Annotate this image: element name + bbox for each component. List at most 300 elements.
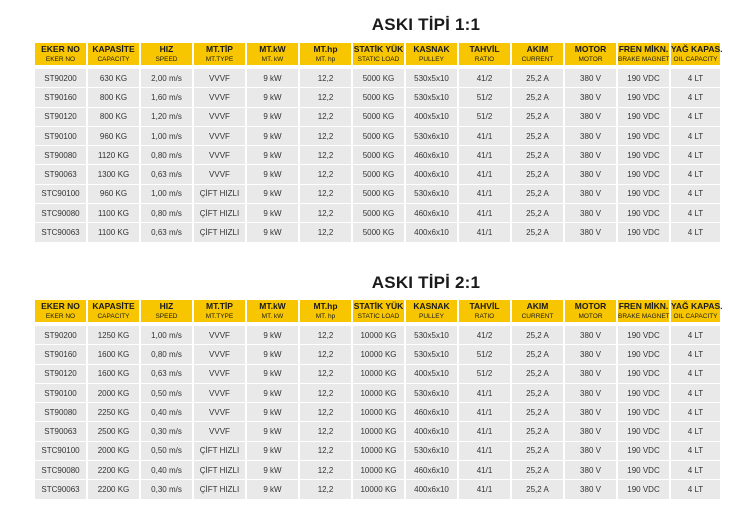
- column-header: [88, 300, 139, 322]
- table-cell: 12,2: [300, 88, 351, 107]
- column-header-sublabel: BRAKE MAGNET: [618, 312, 670, 320]
- column-header: [565, 300, 616, 322]
- table-cell: 41/2: [459, 326, 510, 345]
- column-header-sublabel: MT. kW: [261, 55, 284, 63]
- table-cell: 4 LT: [671, 185, 720, 204]
- table-cell: 41/1: [459, 165, 510, 184]
- table-cell: 10000 KG: [353, 461, 404, 480]
- table-cell: 10000 KG: [353, 403, 404, 422]
- table-cell: 530x5x10: [406, 345, 457, 364]
- column-header: [247, 300, 298, 322]
- table-cell: 4 LT: [671, 204, 720, 223]
- table-cell: 41/1: [459, 422, 510, 441]
- table-cell: 0,80 m/s: [141, 146, 192, 165]
- column-header-sublabel: MOTOR: [578, 55, 603, 63]
- column-header-sublabel: PULLEY: [419, 55, 444, 63]
- column-header: [300, 300, 351, 322]
- table-cell: 9 kW: [247, 165, 298, 184]
- table-cell: 9 kW: [247, 442, 298, 461]
- table-cell: 51/2: [459, 345, 510, 364]
- column-header-sublabel: CURRENT: [521, 312, 554, 320]
- table-cell: 10000 KG: [353, 326, 404, 345]
- table-cell: 0,40 m/s: [141, 461, 192, 480]
- column-header: [35, 300, 86, 322]
- column-header: [194, 300, 245, 322]
- table-cell: 380 V: [565, 127, 616, 146]
- table-cell: 9 kW: [247, 422, 298, 441]
- column-header-label: STATİK YÜK: [353, 43, 404, 54]
- table-cell: 190 VDC: [618, 461, 669, 480]
- column-header-label: AKIM: [526, 43, 549, 54]
- table-row: [35, 345, 720, 364]
- table-cell: 1,60 m/s: [141, 88, 192, 107]
- table-cell: 190 VDC: [618, 108, 669, 127]
- table-cell: 530x6x10: [406, 442, 457, 461]
- table-cell: 380 V: [565, 146, 616, 165]
- table-cell: VVVF: [194, 69, 245, 88]
- table-cell: STC90100: [35, 185, 86, 204]
- table-row: [35, 146, 720, 165]
- table-cell: 400x6x10: [406, 165, 457, 184]
- table-cell: 10000 KG: [353, 480, 404, 499]
- table-cell: 4 LT: [671, 127, 720, 146]
- table-cell: 0,30 m/s: [141, 480, 192, 499]
- table-cell: 530x6x10: [406, 185, 457, 204]
- table-cell: 10000 KG: [353, 442, 404, 461]
- table-cell: 12,2: [300, 345, 351, 364]
- specs-table-2: [33, 300, 722, 500]
- table-row: [35, 442, 720, 461]
- table-cell: 1120 KG: [88, 146, 139, 165]
- column-header: [141, 43, 192, 65]
- table-cell: 2200 KG: [88, 480, 139, 499]
- table-cell: 4 LT: [671, 326, 720, 345]
- column-header-sublabel: CURRENT: [521, 55, 554, 63]
- table-row: [35, 384, 720, 403]
- column-header: [353, 300, 404, 322]
- column-header-label: HIZ: [159, 43, 174, 54]
- table-cell: 51/2: [459, 108, 510, 127]
- table-cell: 2500 KG: [88, 422, 139, 441]
- table-cell: 9 kW: [247, 403, 298, 422]
- table-row: [35, 127, 720, 146]
- table-cell: 190 VDC: [618, 127, 669, 146]
- table-cell: 1,00 m/s: [141, 326, 192, 345]
- table-row: [35, 88, 720, 107]
- table-cell: 4 LT: [671, 165, 720, 184]
- column-header-label: MT.kW: [259, 300, 286, 311]
- table-cell: 12,2: [300, 365, 351, 384]
- table-cell: 51/2: [459, 365, 510, 384]
- table-cell: 25,2 A: [512, 88, 563, 107]
- table-cell: 41/1: [459, 461, 510, 480]
- table-cell: 0,80 m/s: [141, 345, 192, 364]
- column-header-label: KASNAK: [413, 43, 450, 54]
- column-header-sublabel: EKER NO: [45, 312, 76, 320]
- table-cell: 190 VDC: [618, 69, 669, 88]
- table-cell: 380 V: [565, 442, 616, 461]
- table-cell: 400x5x10: [406, 108, 457, 127]
- column-header: [194, 43, 245, 65]
- table-cell: 190 VDC: [618, 442, 669, 461]
- table-cell: 4 LT: [671, 345, 720, 364]
- table-cell: 41/1: [459, 223, 510, 242]
- table-cell: ST90100: [35, 384, 86, 403]
- table-cell: 9 kW: [247, 480, 298, 499]
- table-cell: 380 V: [565, 165, 616, 184]
- column-header: [406, 300, 457, 322]
- column-header-label: HIZ: [159, 300, 174, 311]
- table-cell: 4 LT: [671, 422, 720, 441]
- table-cell: 25,2 A: [512, 204, 563, 223]
- table-row: [35, 365, 720, 384]
- column-header: [35, 43, 86, 65]
- table-cell: 4 LT: [671, 480, 720, 499]
- table-row: [35, 326, 720, 345]
- table-cell: 12,2: [300, 204, 351, 223]
- table-cell: STC90100: [35, 442, 86, 461]
- table-cell: 41/1: [459, 442, 510, 461]
- table-cell: 190 VDC: [618, 165, 669, 184]
- table-cell: 12,2: [300, 146, 351, 165]
- header-row: [35, 300, 720, 322]
- table-cell: 12,2: [300, 422, 351, 441]
- table-cell: 400x5x10: [406, 365, 457, 384]
- table-cell: 10000 KG: [353, 422, 404, 441]
- table-cell: 190 VDC: [618, 480, 669, 499]
- column-header-sublabel: SPEED: [155, 55, 178, 63]
- table-cell: 51/2: [459, 88, 510, 107]
- table-cell: 190 VDC: [618, 422, 669, 441]
- table-row: [35, 204, 720, 223]
- table-cell: 0,50 m/s: [141, 384, 192, 403]
- table-cell: 12,2: [300, 403, 351, 422]
- table-cell: ÇİFT HIZLI: [194, 223, 245, 242]
- table-cell: 460x6x10: [406, 204, 457, 223]
- table-cell: 1300 KG: [88, 165, 139, 184]
- table-cell: 380 V: [565, 345, 616, 364]
- column-header: [300, 43, 351, 65]
- table-cell: 5000 KG: [353, 165, 404, 184]
- table-cell: 380 V: [565, 365, 616, 384]
- table-cell: 1600 KG: [88, 365, 139, 384]
- column-header-label: TAHVİL: [469, 43, 500, 54]
- specs-table-1: [33, 43, 722, 243]
- table-cell: STC90063: [35, 480, 86, 499]
- column-header: [88, 43, 139, 65]
- table-cell: 0,40 m/s: [141, 403, 192, 422]
- table-cell: 380 V: [565, 422, 616, 441]
- table-cell: 1250 KG: [88, 326, 139, 345]
- table-row: [35, 480, 720, 499]
- table-cell: ST90080: [35, 403, 86, 422]
- column-header-sublabel: MT. hp: [315, 312, 336, 320]
- table-cell: 380 V: [565, 461, 616, 480]
- table-cell: 4 LT: [671, 69, 720, 88]
- table-cell: 2250 KG: [88, 403, 139, 422]
- table-cell: 12,2: [300, 108, 351, 127]
- table-cell: 9 kW: [247, 108, 298, 127]
- table-cell: 800 KG: [88, 88, 139, 107]
- column-header-sublabel: RATIO: [474, 55, 495, 63]
- table-cell: 4 LT: [671, 223, 720, 242]
- table-cell: ÇİFT HIZLI: [194, 442, 245, 461]
- table-cell: 190 VDC: [618, 345, 669, 364]
- column-header: [353, 43, 404, 65]
- table-cell: 1600 KG: [88, 345, 139, 364]
- table-cell: 530x5x10: [406, 326, 457, 345]
- table-cell: 9 kW: [247, 461, 298, 480]
- table-cell: STC90080: [35, 461, 86, 480]
- table-cell: STC90080: [35, 204, 86, 223]
- column-header-label: STATİK YÜK: [353, 300, 404, 311]
- column-header-label: KAPASİTE: [92, 300, 135, 311]
- table-cell: 25,2 A: [512, 185, 563, 204]
- table-cell: 9 kW: [247, 365, 298, 384]
- table-cell: 25,2 A: [512, 108, 563, 127]
- table-cell: 12,2: [300, 185, 351, 204]
- table-cell: 0,30 m/s: [141, 422, 192, 441]
- table-cell: 380 V: [565, 480, 616, 499]
- column-header-sublabel: CAPACITY: [97, 312, 130, 320]
- table-cell: ST90100: [35, 127, 86, 146]
- table-cell: VVVF: [194, 365, 245, 384]
- table-cell: 960 KG: [88, 185, 139, 204]
- column-header-label: EKER NO: [41, 300, 80, 311]
- table-cell: 1100 KG: [88, 204, 139, 223]
- column-header-label: MT.kW: [259, 43, 286, 54]
- column-header: [406, 43, 457, 65]
- column-header: [247, 43, 298, 65]
- table-row: [35, 108, 720, 127]
- table-cell: 9 kW: [247, 88, 298, 107]
- table-cell: 9 kW: [247, 127, 298, 146]
- table-cell: 25,2 A: [512, 165, 563, 184]
- table-cell: VVVF: [194, 345, 245, 364]
- column-header-label: FREN MİKN.: [618, 43, 669, 54]
- table-cell: 25,2 A: [512, 422, 563, 441]
- table-cell: ÇİFT HIZLI: [194, 185, 245, 204]
- table-cell: ÇİFT HIZLI: [194, 204, 245, 223]
- table-cell: ÇİFT HIZLI: [194, 480, 245, 499]
- column-header-sublabel: EKER NO: [45, 55, 76, 63]
- column-header-sublabel: STATIC LOAD: [357, 55, 400, 63]
- column-header: [512, 43, 563, 65]
- column-header: [512, 300, 563, 322]
- column-header-label: YAĞ KAPAS.: [671, 43, 723, 54]
- table-cell: VVVF: [194, 403, 245, 422]
- table-cell: 2000 KG: [88, 384, 139, 403]
- column-header-label: YAĞ KAPAS.: [671, 300, 723, 311]
- column-header-label: KASNAK: [413, 300, 450, 311]
- table-cell: 0,63 m/s: [141, 365, 192, 384]
- table-cell: 4 LT: [671, 146, 720, 165]
- table-cell: 9 kW: [247, 345, 298, 364]
- column-header-sublabel: MT. kW: [261, 312, 284, 320]
- table-cell: 5000 KG: [353, 146, 404, 165]
- table-cell: VVVF: [194, 146, 245, 165]
- column-header: [618, 300, 669, 322]
- column-header: [671, 300, 723, 322]
- table-cell: 9 kW: [247, 326, 298, 345]
- column-header-label: EKER NO: [41, 43, 80, 54]
- table-cell: 460x6x10: [406, 461, 457, 480]
- column-header-label: TAHVİL: [469, 300, 500, 311]
- table-cell: 2000 KG: [88, 442, 139, 461]
- table-cell: 25,2 A: [512, 403, 563, 422]
- table-cell: 41/1: [459, 146, 510, 165]
- table-cell: 10000 KG: [353, 345, 404, 364]
- table-row: [35, 461, 720, 480]
- table-cell: 4 LT: [671, 461, 720, 480]
- column-header-sublabel: OIL CAPACITY: [673, 312, 718, 320]
- table-cell: VVVF: [194, 384, 245, 403]
- table-cell: VVVF: [194, 88, 245, 107]
- column-header-sublabel: PULLEY: [419, 312, 444, 320]
- table-cell: 190 VDC: [618, 185, 669, 204]
- column-header-label: MT.TİP: [206, 300, 233, 311]
- table-cell: VVVF: [194, 326, 245, 345]
- table-cell: 9 kW: [247, 69, 298, 88]
- table-cell: 5000 KG: [353, 185, 404, 204]
- table-cell: 530x6x10: [406, 384, 457, 403]
- table-cell: ST90120: [35, 365, 86, 384]
- column-header-label: MT.hp: [313, 300, 338, 311]
- table-cell: ST90200: [35, 326, 86, 345]
- table-1-title: ASKI TİPİ 1:1: [371, 15, 481, 34]
- table-cell: 400x6x10: [406, 480, 457, 499]
- table-cell: 9 kW: [247, 204, 298, 223]
- column-header-sublabel: STATIC LOAD: [357, 312, 400, 320]
- table-row: [35, 223, 720, 242]
- table-cell: 2200 KG: [88, 461, 139, 480]
- table-cell: 12,2: [300, 442, 351, 461]
- table-cell: 380 V: [565, 108, 616, 127]
- table-cell: 5000 KG: [353, 223, 404, 242]
- table-cell: ST90080: [35, 146, 86, 165]
- column-header-label: MOTOR: [574, 300, 607, 311]
- table-cell: 12,2: [300, 69, 351, 88]
- column-header: [618, 43, 669, 65]
- table-cell: 460x6x10: [406, 146, 457, 165]
- table-cell: 380 V: [565, 185, 616, 204]
- table-cell: 190 VDC: [618, 88, 669, 107]
- table-cell: 12,2: [300, 326, 351, 345]
- table-cell: 1,00 m/s: [141, 127, 192, 146]
- table-cell: VVVF: [194, 422, 245, 441]
- table-cell: 400x6x10: [406, 422, 457, 441]
- column-header: [141, 300, 192, 322]
- table-cell: 25,2 A: [512, 365, 563, 384]
- table-cell: 190 VDC: [618, 204, 669, 223]
- table-cell: 12,2: [300, 223, 351, 242]
- column-header-sublabel: MOTOR: [578, 312, 603, 320]
- table-cell: 41/1: [459, 403, 510, 422]
- table-cell: 9 kW: [247, 146, 298, 165]
- table-row: [35, 422, 720, 441]
- table-cell: 12,2: [300, 461, 351, 480]
- table-cell: 41/1: [459, 127, 510, 146]
- table-cell: 460x6x10: [406, 403, 457, 422]
- table-cell: 530x6x10: [406, 127, 457, 146]
- table-cell: 380 V: [565, 88, 616, 107]
- column-header-sublabel: MT.TYPE: [205, 312, 234, 320]
- table-cell: 530x5x10: [406, 69, 457, 88]
- table-cell: 0,80 m/s: [141, 204, 192, 223]
- table-cell: 190 VDC: [618, 223, 669, 242]
- table-cell: 4 LT: [671, 442, 720, 461]
- table-cell: 25,2 A: [512, 480, 563, 499]
- column-header-sublabel: SPEED: [155, 312, 178, 320]
- table-cell: 190 VDC: [618, 365, 669, 384]
- column-header-sublabel: BRAKE MAGNET: [618, 55, 670, 63]
- table-cell: 380 V: [565, 223, 616, 242]
- table-cell: 9 kW: [247, 384, 298, 403]
- table-cell: 380 V: [565, 384, 616, 403]
- column-header-label: FREN MİKN.: [618, 300, 669, 311]
- table-cell: 1100 KG: [88, 223, 139, 242]
- table-cell: 4 LT: [671, 403, 720, 422]
- table-cell: 41/1: [459, 204, 510, 223]
- column-header: [459, 43, 510, 65]
- table-cell: ÇİFT HIZLI: [194, 461, 245, 480]
- table-cell: 190 VDC: [618, 146, 669, 165]
- table-cell: 9 kW: [247, 223, 298, 242]
- table-cell: 380 V: [565, 326, 616, 345]
- table-2-title: ASKI TİPİ 2:1: [371, 273, 481, 292]
- table-cell: ST90120: [35, 108, 86, 127]
- table-cell: 41/1: [459, 480, 510, 499]
- table-cell: 41/1: [459, 384, 510, 403]
- table-cell: 5000 KG: [353, 88, 404, 107]
- table-cell: 630 KG: [88, 69, 139, 88]
- table-cell: 25,2 A: [512, 345, 563, 364]
- column-header-sublabel: MT.TYPE: [205, 55, 234, 63]
- table-cell: 25,2 A: [512, 69, 563, 88]
- table-cell: 400x6x10: [406, 223, 457, 242]
- table-cell: 25,2 A: [512, 127, 563, 146]
- table-cell: 5000 KG: [353, 69, 404, 88]
- table-cell: 2,00 m/s: [141, 69, 192, 88]
- table-cell: 960 KG: [88, 127, 139, 146]
- table-cell: ST90063: [35, 422, 86, 441]
- column-header: [565, 43, 616, 65]
- column-header: [671, 43, 723, 65]
- table-cell: 25,2 A: [512, 442, 563, 461]
- table-cell: 190 VDC: [618, 403, 669, 422]
- table-cell: 0,63 m/s: [141, 165, 192, 184]
- table-cell: VVVF: [194, 108, 245, 127]
- column-header-sublabel: MT. hp: [315, 55, 336, 63]
- table-cell: 12,2: [300, 384, 351, 403]
- table-cell: 190 VDC: [618, 326, 669, 345]
- header-row: [35, 43, 720, 65]
- column-header-sublabel: RATIO: [474, 312, 495, 320]
- table-cell: ST90200: [35, 69, 86, 88]
- table-cell: 10000 KG: [353, 384, 404, 403]
- table-cell: 5000 KG: [353, 108, 404, 127]
- table-cell: 190 VDC: [618, 384, 669, 403]
- table-cell: 5000 KG: [353, 127, 404, 146]
- table-cell: 380 V: [565, 204, 616, 223]
- table-row: [35, 185, 720, 204]
- table-cell: 10000 KG: [353, 365, 404, 384]
- table-cell: ST90160: [35, 88, 86, 107]
- table-cell: ST90063: [35, 165, 86, 184]
- table-cell: 12,2: [300, 165, 351, 184]
- column-header-label: KAPASİTE: [92, 43, 135, 54]
- table-cell: 1,20 m/s: [141, 108, 192, 127]
